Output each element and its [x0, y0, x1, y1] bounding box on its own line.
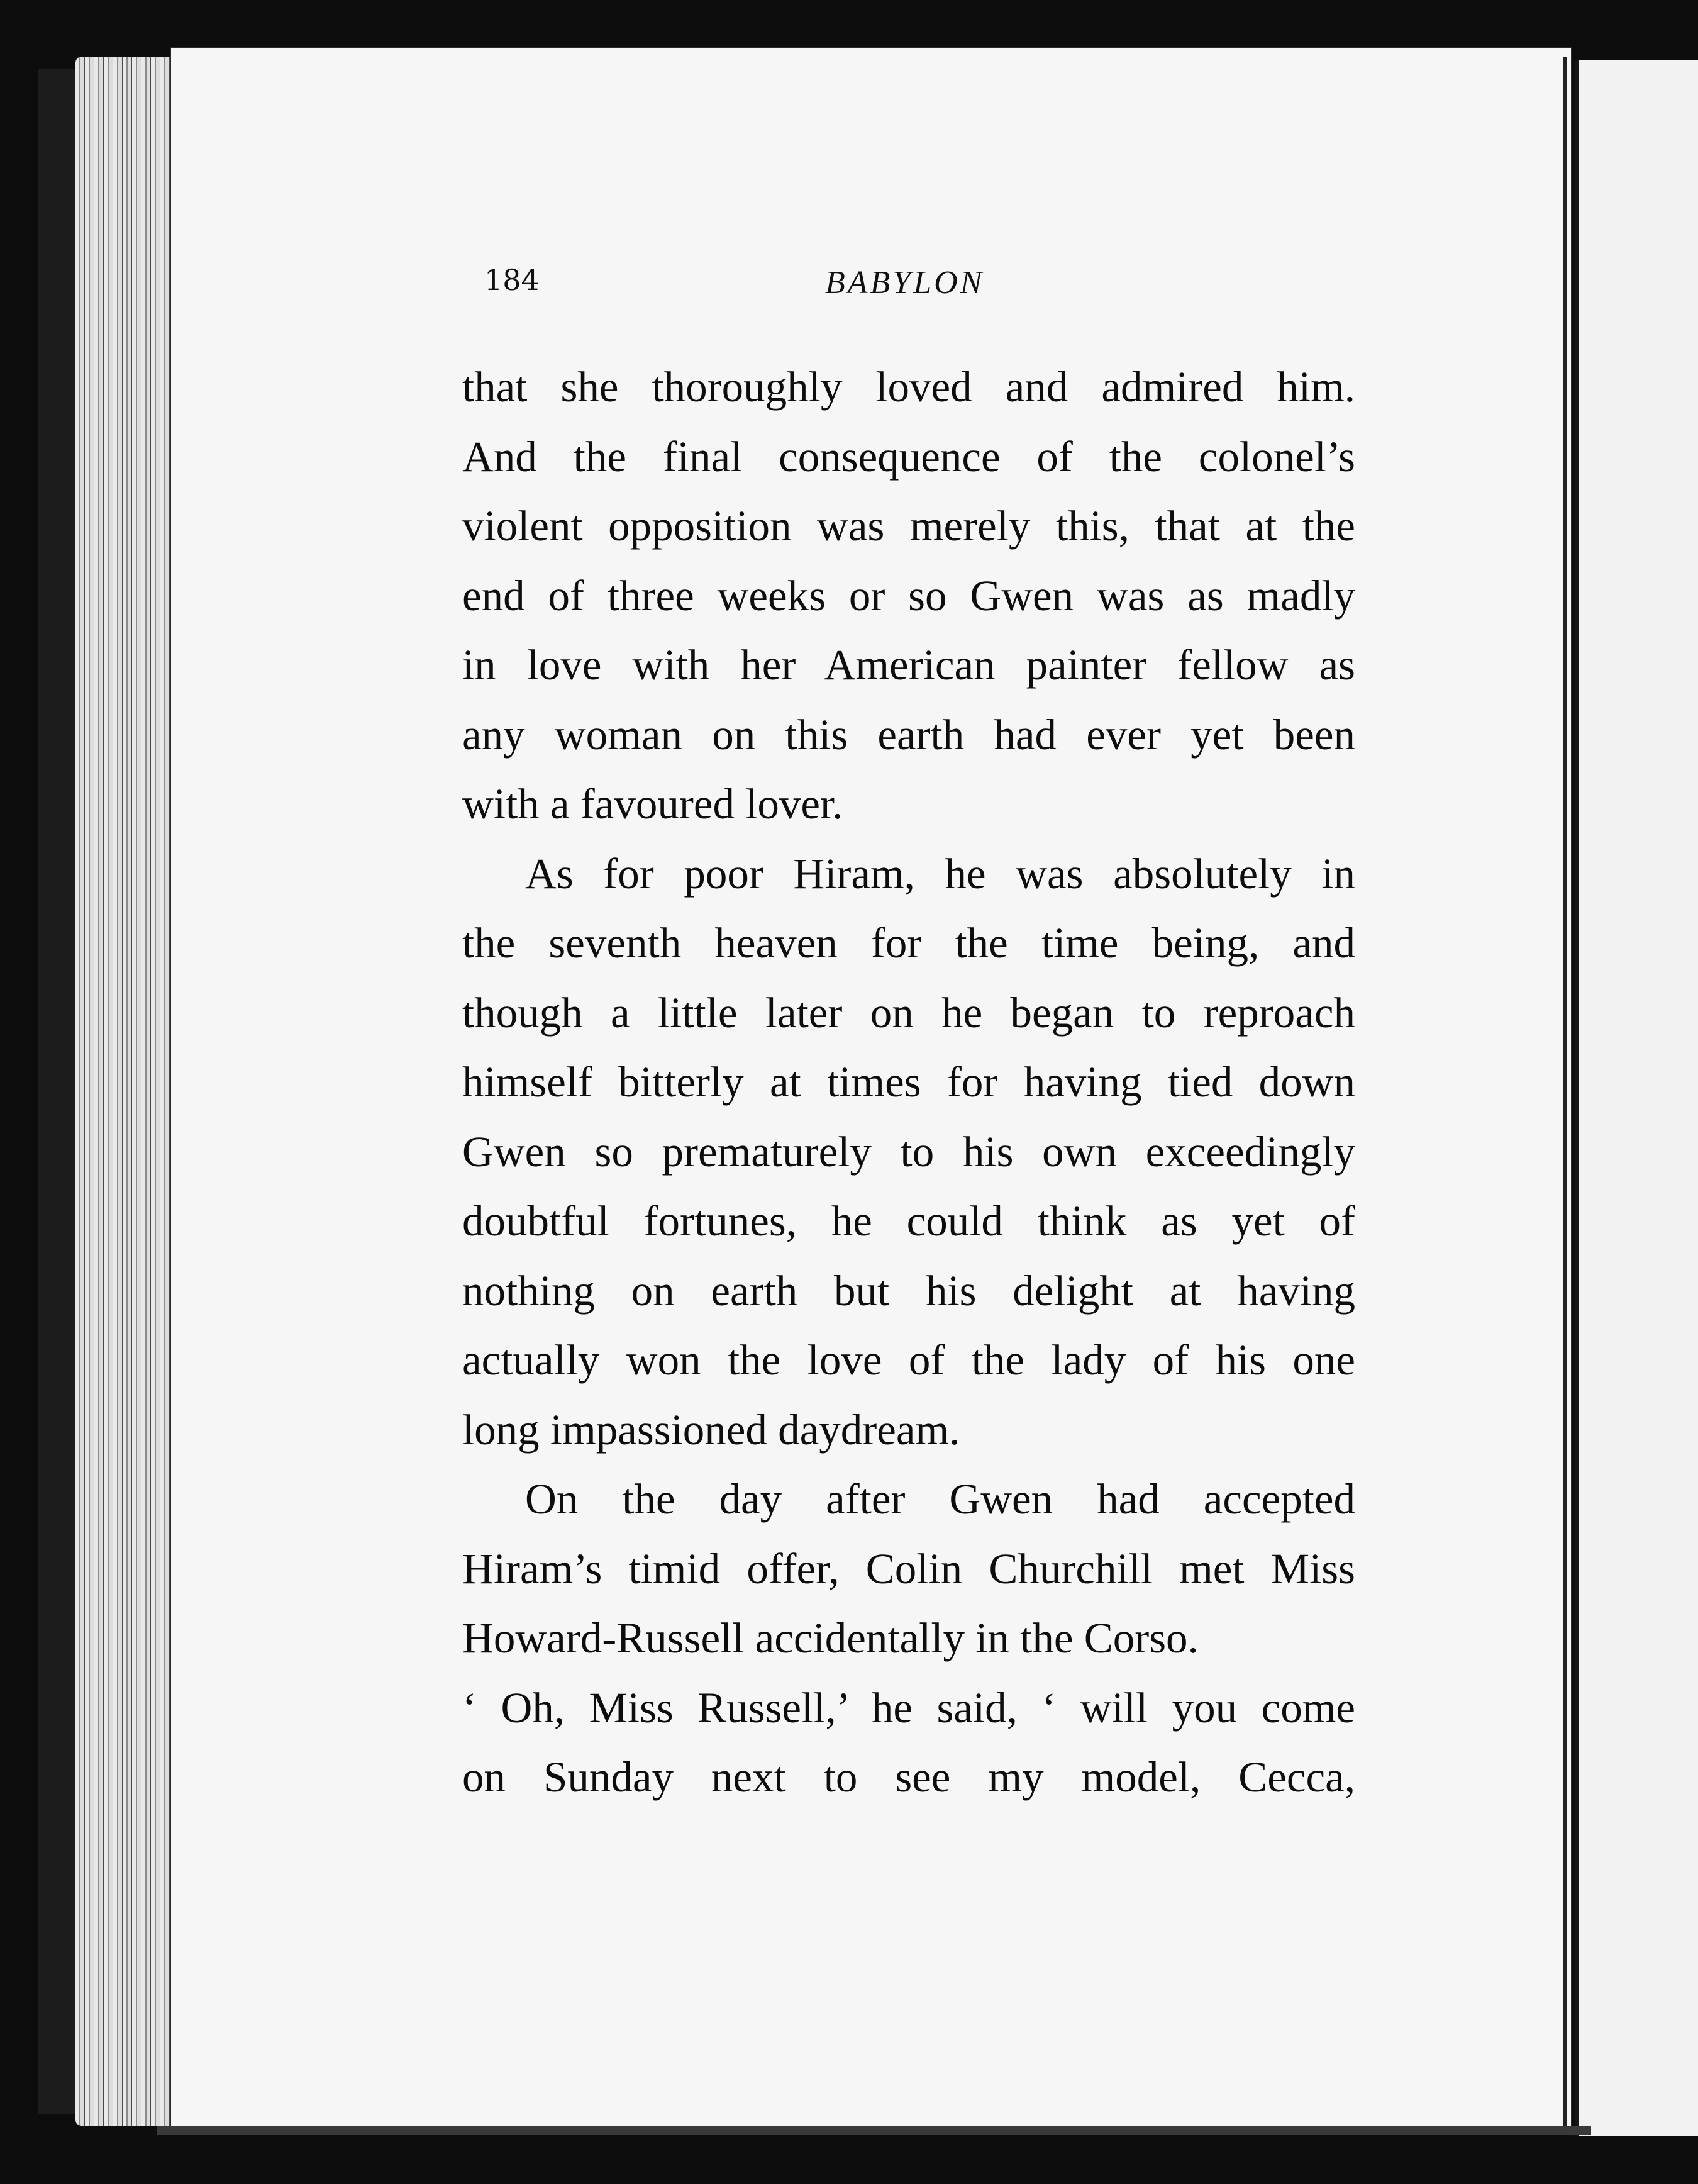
page-bottom-edge — [157, 2126, 1591, 2135]
text-line: long impassioned daydream. — [462, 1405, 960, 1454]
page-number: 184 — [484, 263, 540, 297]
text-line: On the day after Gwen had accepted — [525, 1475, 1355, 1523]
text-line: Howard-Russell accidentally in the Corso. — [462, 1614, 1199, 1662]
text-line: And the final consequence of the colonel’s — [462, 432, 1355, 481]
text-line: violent opposition was merely this, that at the — [462, 502, 1355, 550]
text-line: Gwen so prematurely to his own exceedingly — [462, 1127, 1355, 1176]
running-head — [484, 263, 1365, 313]
text-line: doubtful fortunes, he could think as yet of — [462, 1197, 1355, 1245]
text-line: that she thoroughly loved and admired him. — [462, 363, 1355, 411]
page-fold-line — [1563, 57, 1567, 2132]
text-line: in love with her American painter fellow as — [462, 641, 1355, 689]
text-line: the seventh heaven for the time being, and — [462, 919, 1355, 967]
text-line: with a favoured lover. — [462, 780, 843, 828]
text-line: any woman on this earth had ever yet been — [462, 710, 1355, 759]
text-line: actually won the love of the lady of his one — [462, 1336, 1355, 1384]
text-line: end of three weeks or so Gwen was as madly — [462, 571, 1355, 620]
body-text — [462, 352, 1355, 1812]
text-line: nothing on earth but his delight at having — [462, 1266, 1355, 1315]
text-line: As for poor Hiram, he was absolutely in — [525, 849, 1355, 898]
text-line: Hiram’s timid offer, Colin Churchill met Miss — [462, 1544, 1355, 1593]
text-line: on Sunday next to see my model, Cecca, — [462, 1753, 1355, 1801]
running-head-title: BABYLON — [825, 265, 985, 301]
text-line: ‘ Oh, Miss Russell,’ he said, ‘ will you come — [462, 1683, 1355, 1732]
facing-page-edge — [1575, 60, 1698, 2136]
text-line: though a little later on he began to reproach — [462, 988, 1355, 1037]
text-line: himself bitterly at times for having tied down — [462, 1058, 1355, 1106]
